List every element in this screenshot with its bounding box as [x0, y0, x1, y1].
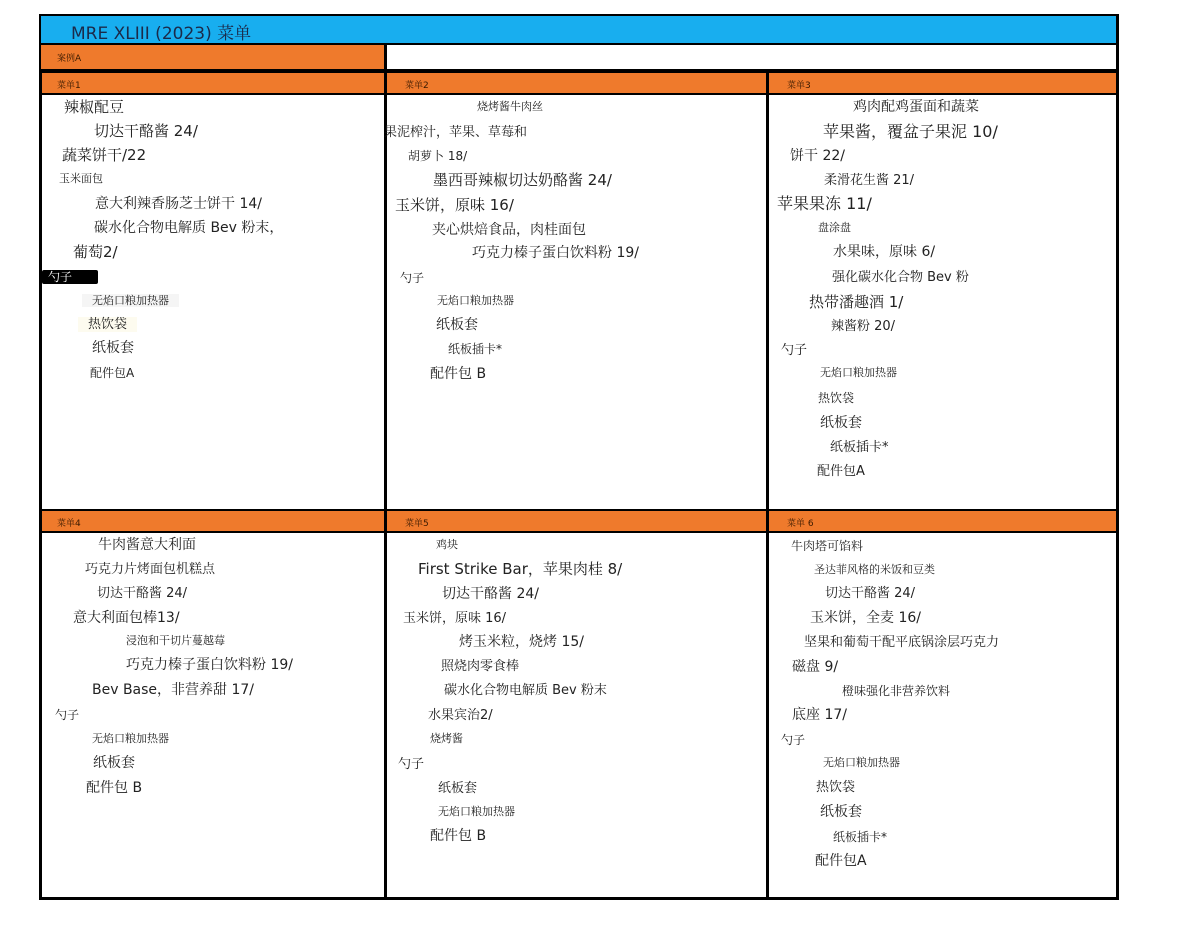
case-cell: [41, 45, 386, 69]
menu-item: 热饮袋: [78, 317, 137, 332]
menu-title: 菜单 6: [787, 519, 814, 529]
menu-item: 切达干酪酱 24/: [442, 586, 539, 602]
menu-item: 切达干酪酱 24/: [94, 122, 198, 140]
menu-title: 菜单3: [787, 81, 811, 91]
menu-item-spoon: 勺子: [398, 757, 425, 772]
menu-item: 意大利辣香肠芝士饼干 14/: [95, 196, 262, 212]
menu-header-1: [39, 71, 384, 95]
menu-item-spoon: 勺子: [42, 270, 98, 284]
menu-item: 热带潘趣酒 1/: [809, 293, 904, 311]
menu-item: 胡萝卜 18/: [408, 149, 468, 163]
menu-panel-1: [42, 95, 384, 507]
menu-panel-6: [769, 533, 1116, 897]
menu-title: 菜单1: [57, 81, 81, 91]
menu-item: First Strike Bar，苹果肉桂 8/: [418, 560, 623, 578]
menu-item: 墨西哥辣椒切达奶酪酱 24/: [433, 171, 612, 189]
menu-item: 无焰口粮加热器: [438, 805, 515, 818]
menu-item: 碳水化合物电解质 Bev 粉末，: [94, 220, 284, 236]
menu-item: 饼干 22/: [790, 148, 845, 164]
menu-item: 辣酱粉 20/: [831, 319, 896, 334]
case-row: [39, 45, 1119, 71]
menu-item: 水果味，原味 6/: [833, 244, 936, 260]
menu-item: 巧克力榛子蛋白饮料粉 19/: [126, 657, 293, 673]
menu-item: 配件包 B: [430, 366, 487, 382]
menu-item: 坚果和葡萄干配平底锅涂层巧克力: [804, 635, 1000, 650]
menu-item: 配件包 B: [86, 780, 143, 796]
menu-header-3: [769, 71, 1119, 95]
menu-title: 菜单4: [57, 519, 81, 529]
menu-item: 烧烤酱牛肉丝: [477, 100, 543, 113]
menu-item: 苹果果冻 11/: [777, 194, 872, 213]
menu-item: 苹果酱，覆盆子果泥 10/: [823, 122, 998, 141]
menu-title: 菜单2: [405, 81, 429, 91]
menu-item: 无焰口粮加热器: [437, 294, 514, 307]
menu-item-spoon: 勺子: [781, 733, 806, 747]
menu-item: 无焰口粮加热器: [82, 294, 179, 307]
menu-item: 纸板套: [438, 781, 478, 796]
menu-panel-5: [387, 533, 766, 897]
menu-item: 无焰口粮加热器: [92, 732, 169, 745]
menu-item: 照烧肉零食棒: [441, 659, 520, 674]
menu-item: 柔滑花生酱 21/: [824, 173, 915, 188]
menu-item: 意大利面包棒13/: [73, 610, 180, 626]
menu-panel-3: [769, 95, 1116, 507]
menu-header-2: [387, 71, 767, 95]
menu-item: 鸡肉配鸡蛋面和蔬菜: [853, 99, 979, 115]
menu-item: 热饮袋: [818, 391, 855, 405]
menu-header-5: [387, 509, 767, 533]
menu-item: 夹心烘焙食品，肉桂面包: [432, 222, 586, 238]
menu-item: 无焰口粮加热器: [823, 756, 900, 769]
menu-item: 切达干酪酱 24/: [97, 586, 188, 601]
grid-line-right: [1116, 14, 1119, 900]
menu-header-6: [769, 509, 1119, 533]
menu-item: 盘涂盘: [818, 221, 851, 234]
menu-item: 纸板套: [820, 804, 862, 820]
menu-item: 纸板插卡*: [830, 440, 889, 455]
menu-item: 水果宾治2/: [428, 708, 493, 723]
menu-item: 烧烤酱: [430, 732, 463, 745]
menu-item: 蔬菜饼干/22: [62, 146, 147, 164]
menu-item: 配件包 B: [430, 828, 487, 844]
menu-item: 玉米饼，原味 16/: [403, 611, 507, 626]
menu-title: 菜单5: [405, 519, 429, 529]
menu-item: 纸板插卡*: [448, 342, 503, 356]
menu-item: 鸡块: [436, 538, 458, 551]
menu-item: 纸板套: [92, 340, 134, 356]
menu-item: 磁盘 9/: [792, 659, 839, 675]
menu-item: 辣椒配豆: [64, 98, 125, 116]
menu-item: 底座 17/: [792, 707, 847, 723]
menu-item: 浸泡和干切片蔓越莓: [126, 634, 225, 647]
menu-item: 葡萄2/: [73, 243, 118, 261]
menu-header-4: [39, 509, 384, 533]
menu-item-spoon: 勺子: [781, 343, 808, 358]
menu-item: 玉米面包: [59, 172, 103, 185]
grid-line-bottom: [39, 897, 1119, 900]
menu-item: 橙味强化非营养饮料: [842, 684, 951, 698]
menu-item: 纸板套: [93, 755, 135, 771]
menu-item: 玉米饼，原味 16/: [395, 196, 514, 214]
menu-item: 热饮袋: [816, 780, 856, 795]
menu-item: 强化碳水化合物 Bev 粉: [832, 270, 969, 285]
menu-item: 纸板插卡*: [833, 830, 888, 844]
menu-item: 碳水化合物电解质 Bev 粉末: [444, 683, 607, 698]
menu-item: 纸板套: [820, 415, 862, 431]
menu-item: 配件包A: [90, 366, 135, 380]
menu-item-spoon: 勺子: [400, 271, 425, 285]
menu-item: 玉米饼，全麦 16/: [810, 610, 921, 626]
case-label: 案例A: [57, 54, 82, 64]
title-bar: [39, 14, 1119, 45]
menu-item: 巧克力片烤面包机糕点: [85, 562, 216, 577]
menu-sheet: [39, 14, 1119, 900]
menu-item: 配件包A: [815, 853, 867, 869]
menu-item: 烤玉米粒，烧烤 15/: [459, 634, 584, 650]
menu-item-spoon: 勺子: [55, 708, 80, 722]
menu-item: 纸板套: [436, 317, 478, 333]
menu-item: 无焰口粮加热器: [820, 366, 897, 379]
menu-item: 牛肉酱意大利面: [98, 537, 196, 553]
menu-panel-2: [384, 95, 766, 507]
menu-item: 配件包A: [817, 464, 865, 479]
menu-item: Bev Base，非营养甜 17/: [92, 682, 255, 698]
page-title: MRE XLIII (2023) 菜单: [71, 24, 252, 44]
menu-panel-4: [42, 533, 384, 897]
menu-item: 牛肉塔可馅料: [791, 539, 864, 553]
menu-item: 圣达菲风格的米饭和豆类: [814, 563, 935, 576]
menu-item: 果泥榨汁，苹果、草莓和: [384, 125, 528, 140]
menu-item: 巧克力榛子蛋白饮料粉 19/: [472, 245, 639, 261]
menu-item: 切达干酪酱 24/: [825, 586, 916, 601]
